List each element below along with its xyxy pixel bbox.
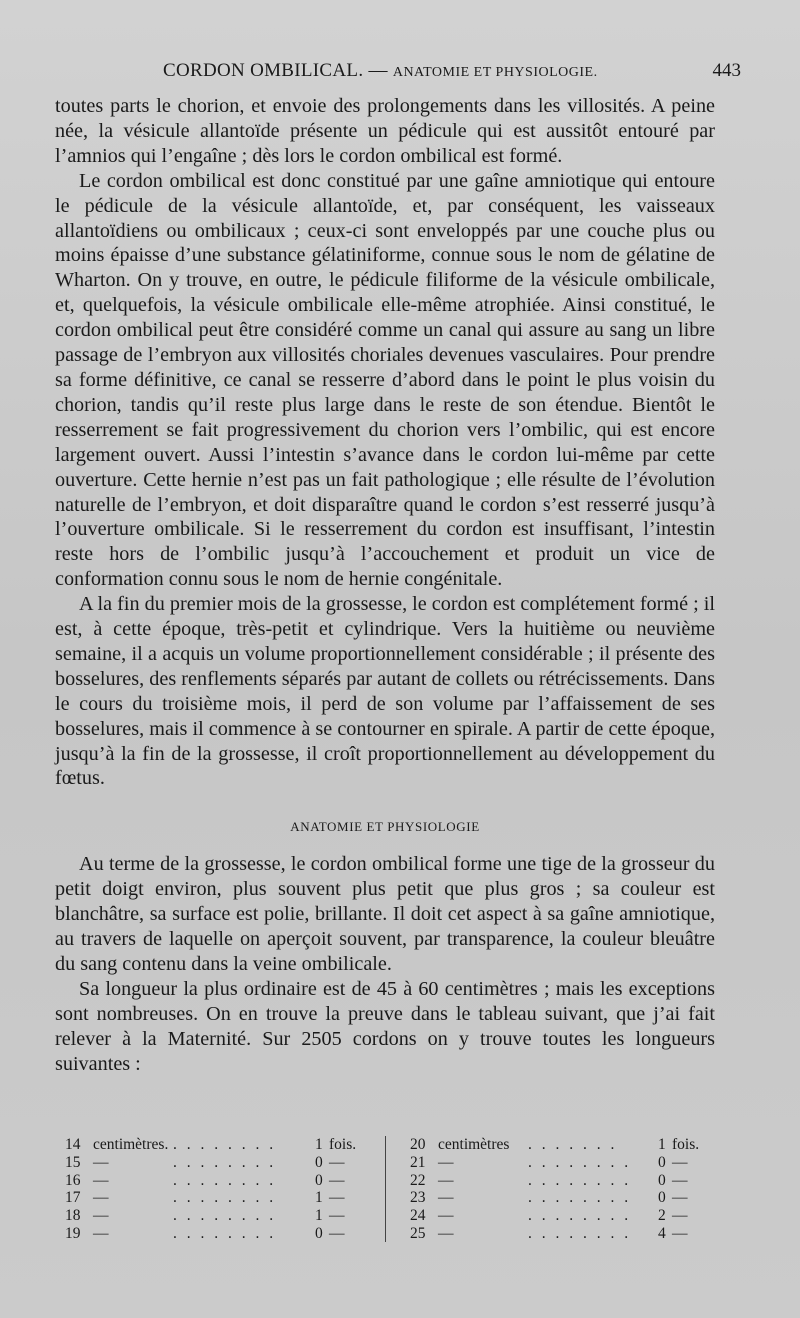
unit: — [438, 1171, 454, 1189]
leader-dots: . . . . . . . . [528, 1207, 632, 1225]
count: 1 [315, 1207, 323, 1225]
count-suffix: fois. [329, 1136, 357, 1153]
count-suffix: — [329, 1207, 345, 1225]
table-row [410, 1172, 715, 1190]
count-suffix: — [672, 1224, 688, 1242]
length-value: 19 [65, 1224, 81, 1242]
table-row [65, 1189, 365, 1207]
count-suffix: — [329, 1171, 345, 1189]
table-column-left [65, 1136, 365, 1243]
unit: — [438, 1189, 454, 1207]
unit: — [93, 1153, 109, 1171]
table-row [65, 1172, 365, 1190]
leader-dots: . . . . . . . . [173, 1153, 277, 1171]
leader-dots: . . . . . . . . [528, 1189, 632, 1207]
leader-dots: . . . . . . . . [528, 1171, 632, 1189]
unit: — [438, 1224, 454, 1242]
column-divider [385, 1136, 386, 1242]
count-suffix: — [672, 1171, 688, 1189]
table-row [65, 1207, 365, 1225]
table-row [410, 1189, 715, 1207]
leader-dots: . . . . . . . . [173, 1207, 277, 1225]
paragraph: Sa longueur la plus ordinaire est de 45 à 60 centimètres ; mais les exceptions sont nombreuses. On en trouve la preuve dans le tableau suivant, que j’ai fait relever à la Maternité. Sur 2505 cordons on y trouve toutes les longueurs suivantes : [55, 977, 715, 1075]
running-title [163, 60, 598, 82]
leader-dots: . . . . . . . . [173, 1224, 277, 1242]
table-row [410, 1136, 715, 1154]
unit: — [438, 1153, 454, 1171]
table-column-right [410, 1136, 715, 1243]
table-row [410, 1225, 715, 1243]
count: 1 [315, 1136, 323, 1153]
running-title-sub: ANATOMIE ET PHYSIOLOGIE. [392, 65, 598, 80]
length-value: 17 [65, 1189, 81, 1207]
count: 0 [658, 1189, 666, 1207]
leader-dots: . . . . . . . . [173, 1171, 277, 1189]
count-suffix: — [672, 1189, 688, 1207]
paragraph: A la fin du premier mois de la grossesse, le cordon est complétement formé ; il est, à cette époque, très-petit et cylindrique. Vers la huitième ou neuvième semaine, il a acquis un volume proportionnellement considérable ; il présente des bosselures, des renflements séparés par autant de collets ou rétrécissements. Dans le cours du troisième mois, il perd de son volume par l’affaissement de ses bosselures, mais il commence à se contourner en spirale. A partir de cette époque, jusqu’à la fin de la grossesse, il croît proportionnellement au développement du fœtus. [55, 593, 715, 790]
count: 0 [315, 1171, 323, 1189]
count: 0 [315, 1153, 323, 1171]
table-row [65, 1225, 365, 1243]
count: 1 [658, 1136, 666, 1153]
count: 0 [658, 1171, 666, 1189]
length-value: 21 [410, 1153, 426, 1171]
paragraph: toutes parts le chorion, et envoie des prolongements dans les villosités. A peine née, la vésicule allantoïde présente un pédicule qui est aussitôt entouré par l’amnios qui l’engaîne ; dès lors le cordon ombilical est formé. [55, 95, 715, 167]
length-value: 22 [410, 1171, 426, 1189]
leader-dots: . . . . . . . [528, 1136, 618, 1153]
count: 0 [658, 1153, 666, 1171]
unit: centimètres [438, 1136, 510, 1153]
count-suffix: — [329, 1189, 345, 1207]
length-value: 24 [410, 1207, 426, 1225]
running-header [55, 60, 745, 88]
table-row [65, 1154, 365, 1172]
length-value: 23 [410, 1189, 426, 1207]
paragraph: Au terme de la grossesse, le cordon ombilical forme une tige de la grosseur du petit doigt environ, plus souvent plus petit que plus gros ; sa couleur est blanchâtre, sa surface est polie, brillante. Il doit cet aspect à sa gaîne amniotique, au travers de laquelle on aperçoit souvent, par transparence, la couleur bleuâtre du sang contenu dans la veine ombilicale. [55, 853, 715, 975]
leader-dots: . . . . . . . . [528, 1153, 632, 1171]
table-row [410, 1207, 715, 1225]
page-number: 443 [712, 60, 741, 81]
count: 4 [658, 1224, 666, 1242]
length-value: 15 [65, 1153, 81, 1171]
unit: centimètres. [93, 1136, 169, 1153]
running-title-main: CORDON OMBILICAL. [163, 60, 364, 81]
table-row [65, 1136, 365, 1154]
body-text [55, 94, 715, 1076]
count: 0 [315, 1224, 323, 1242]
count-suffix: — [329, 1224, 345, 1242]
count: 1 [315, 1189, 323, 1207]
unit: — [93, 1171, 109, 1189]
leader-dots: . . . . . . . . [173, 1136, 277, 1153]
length-table [55, 1136, 715, 1246]
count-suffix: — [329, 1153, 345, 1171]
section-heading: ANATOMIE ET PHYSIOLOGIE [290, 819, 480, 835]
length-value: 18 [65, 1207, 81, 1225]
length-value: 14 [65, 1136, 81, 1153]
unit: — [438, 1207, 454, 1225]
leader-dots: . . . . . . . . [528, 1224, 632, 1242]
length-value: 20 [410, 1136, 426, 1153]
unit: — [93, 1207, 109, 1225]
unit: — [93, 1189, 109, 1207]
table-row [410, 1154, 715, 1172]
paragraph: Le cordon ombilical est donc constitué par une gaîne amniotique qui entoure le pédicule de la vésicule allantoïde, et, par conséquent, les vaisseaux allantoïdiens ou ombilicaux ; ceux-ci sont enveloppés par une couche plus ou moins épaisse d’une substance gélatiniforme, connue sous le nom de gélatine de Wharton. On y trouve, en outre, le pédicule filiforme de la vésicule ombilicale, et, quelquefois, la vésicule ombilicale elle-même atrophiée. Ainsi constitué, le cordon ombilical peut être considéré comme un canal qui assure au sang un libre passage de l’embryon aux villosités choriales devenues vasculaires. Pour prendre sa forme définitive, ce canal se resserre d’abord dans le point le plus voisin du chorion, tandis qu’il reste plus large dans le reste de son étendue. Bientôt le resserrement se fait progressivement du chorion vers l’ombilic, qui est encore largement ouvert. Aussi l’intestin s’avance dans le cordon lui-même par cette ouverture. Cette hernie n’est pas un fait pathologique ; elle résulte de l’évolution naturelle de l’embryon, et doit disparaître quand le cordon s’est resserré jusqu’à l’ouverture ombilicale. Si le resserrement du cordon est insuffisant, l’intestin reste hors de l’ombilic jusqu’à l’accouchement et produit un vice de conformation connu sous le nom de hernie congénitale. [55, 169, 715, 591]
running-title-dash: — [368, 60, 388, 81]
count-suffix: fois. [672, 1136, 700, 1153]
count-suffix: — [672, 1207, 688, 1225]
length-value: 25 [410, 1224, 426, 1242]
count: 2 [658, 1207, 666, 1225]
leader-dots: . . . . . . . . [173, 1189, 277, 1207]
unit: — [93, 1224, 109, 1242]
length-value: 16 [65, 1171, 81, 1189]
count-suffix: — [672, 1153, 688, 1171]
